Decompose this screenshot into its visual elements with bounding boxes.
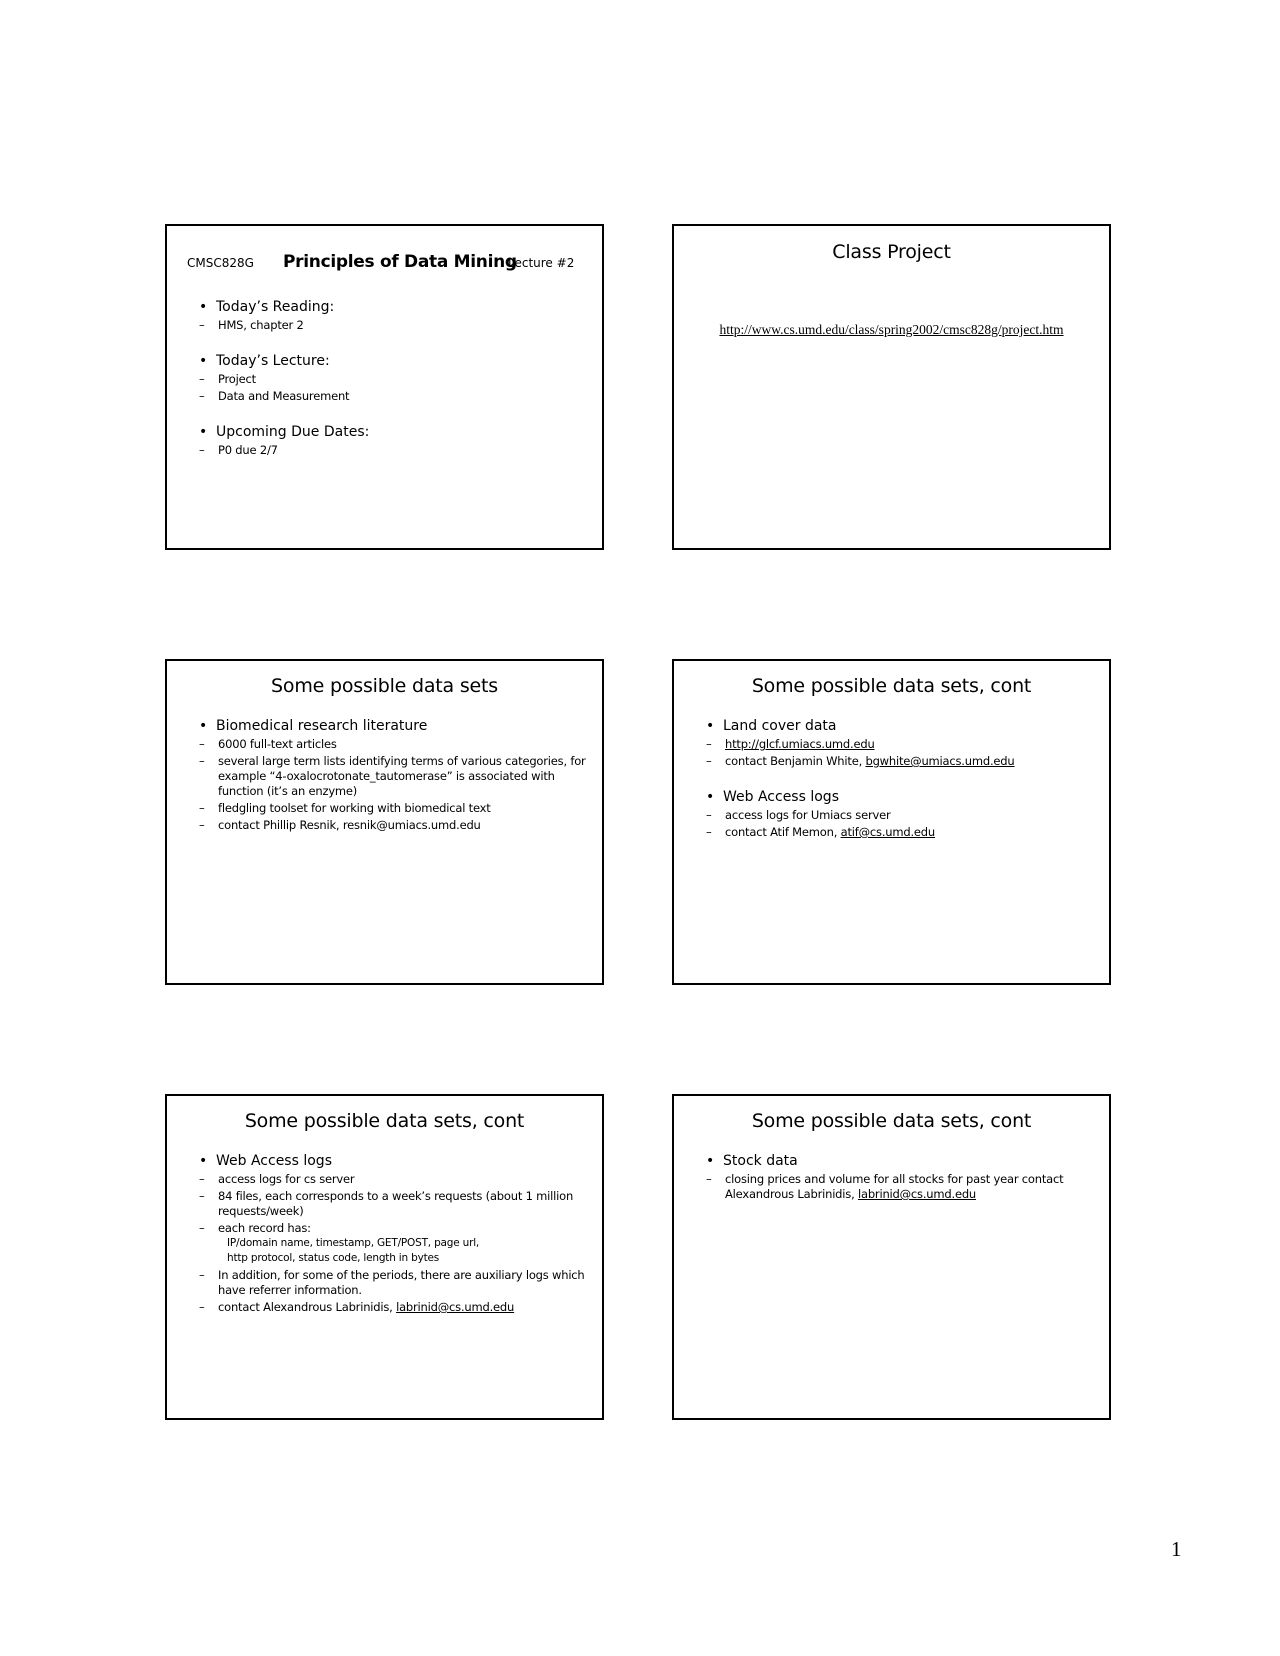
item-text: closing prices and volume for all stocks for past year contact Alexandrous Labrinidis, [725, 1172, 1064, 1201]
bullet-heading: • Upcoming Due Dates: [199, 423, 588, 441]
sub-item: – 6000 full-text articles [199, 737, 588, 752]
sub-item: – access logs for cs server [199, 1172, 588, 1187]
slide-title: Some possible data sets, cont [244, 1110, 525, 1132]
sub-item: – access logs for Umiacs server [706, 808, 1095, 823]
bullet-group [706, 717, 1095, 769]
sub-item [706, 1172, 1095, 1202]
sub-item: – HMS, chapter 2 [199, 318, 588, 333]
bullet-heading: • Today’s Lecture: [199, 352, 588, 370]
sub-item [706, 737, 1095, 752]
bullet-group [199, 352, 588, 404]
slide-body [199, 1152, 588, 1315]
contact-text: contact Benjamin White, [725, 754, 866, 768]
project-url-link[interactable]: http://www.cs.umd.edu/class/spring2002/cmsc828g/project.htm [719, 322, 1064, 337]
sub-item [706, 754, 1095, 769]
slide-body [199, 298, 588, 477]
course-code: CMSC828G [187, 256, 254, 270]
bullet-group [706, 788, 1095, 840]
slide-1-principles [165, 224, 604, 550]
slide-body [706, 717, 1095, 859]
contact-text: contact Atif Memon, [725, 825, 841, 839]
sub-item: – Data and Measurement [199, 389, 588, 404]
glcf-link[interactable]: http://glcf.umiacs.umd.edu [725, 737, 875, 751]
bullet-heading: • Today’s Reading: [199, 298, 588, 316]
sub-item: – contact Phillip Resnik, resnik@umiacs.umd.edu [199, 818, 588, 833]
email-link[interactable]: atif@cs.umd.edu [840, 825, 935, 839]
contact-text: contact Alexandrous Labrinidis, [218, 1300, 397, 1314]
email-link[interactable]: labrinid@cs.umd.edu [396, 1300, 515, 1314]
bullet-group [199, 298, 588, 333]
slide-title: Some possible data sets, cont [751, 1110, 1032, 1132]
sub-item [199, 1300, 588, 1315]
bullet-heading: • Biomedical research literature [199, 717, 588, 735]
slide-2-class-project [672, 224, 1111, 550]
sub-item: – P0 due 2/7 [199, 443, 588, 458]
slide-body [706, 1152, 1095, 1202]
bullet-heading: • Land cover data [706, 717, 1095, 735]
slide-5-data-sets-cont [165, 1094, 604, 1420]
sub-item: – Project [199, 372, 588, 387]
email-link[interactable]: labrinid@cs.umd.edu [857, 1187, 977, 1201]
email-link[interactable]: bgwhite@umiacs.umd.edu [865, 754, 1015, 768]
slide-title: Principles of Data Mining [283, 252, 517, 272]
record-detail: IP/domain name, timestamp, GET/POST, page url, [227, 1237, 480, 1249]
bullet-heading: • Web Access logs [199, 1152, 588, 1170]
record-detail: http protocol, status code, length in bytes [227, 1252, 440, 1264]
sub-item: – In addition, for some of the periods, there are auxiliary logs which have referrer information. [199, 1268, 588, 1298]
slide-6-data-sets-cont [672, 1094, 1111, 1420]
slide-title: Some possible data sets [271, 675, 498, 697]
sub-item: – 84 files, each corresponds to a week’s requests (about 1 million requests/week) [199, 1189, 588, 1219]
sub-item: – each record has: [199, 1221, 588, 1236]
lecture-number: Lecture #2 [508, 256, 575, 270]
bullet-group [199, 423, 588, 458]
sub-item: – fledgling toolset for working with biomedical text [199, 801, 588, 816]
page-number: 1 [1171, 1537, 1182, 1561]
sub-item [706, 825, 1095, 840]
slide-body [199, 717, 588, 833]
bullet-heading: • Stock data [706, 1152, 1095, 1170]
slide-header [167, 254, 602, 284]
slide-title: Class Project [832, 241, 951, 263]
bullet-heading: • Web Access logs [706, 788, 1095, 806]
slide-4-data-sets-cont [672, 659, 1111, 985]
slide-title: Some possible data sets, cont [751, 675, 1032, 697]
slide-3-data-sets [165, 659, 604, 985]
sub-item: – several large term lists identifying terms of various categories, for example “4-oxalocrotonate_tautomerase” is associated with function (it’s an enzyme) [199, 754, 588, 799]
